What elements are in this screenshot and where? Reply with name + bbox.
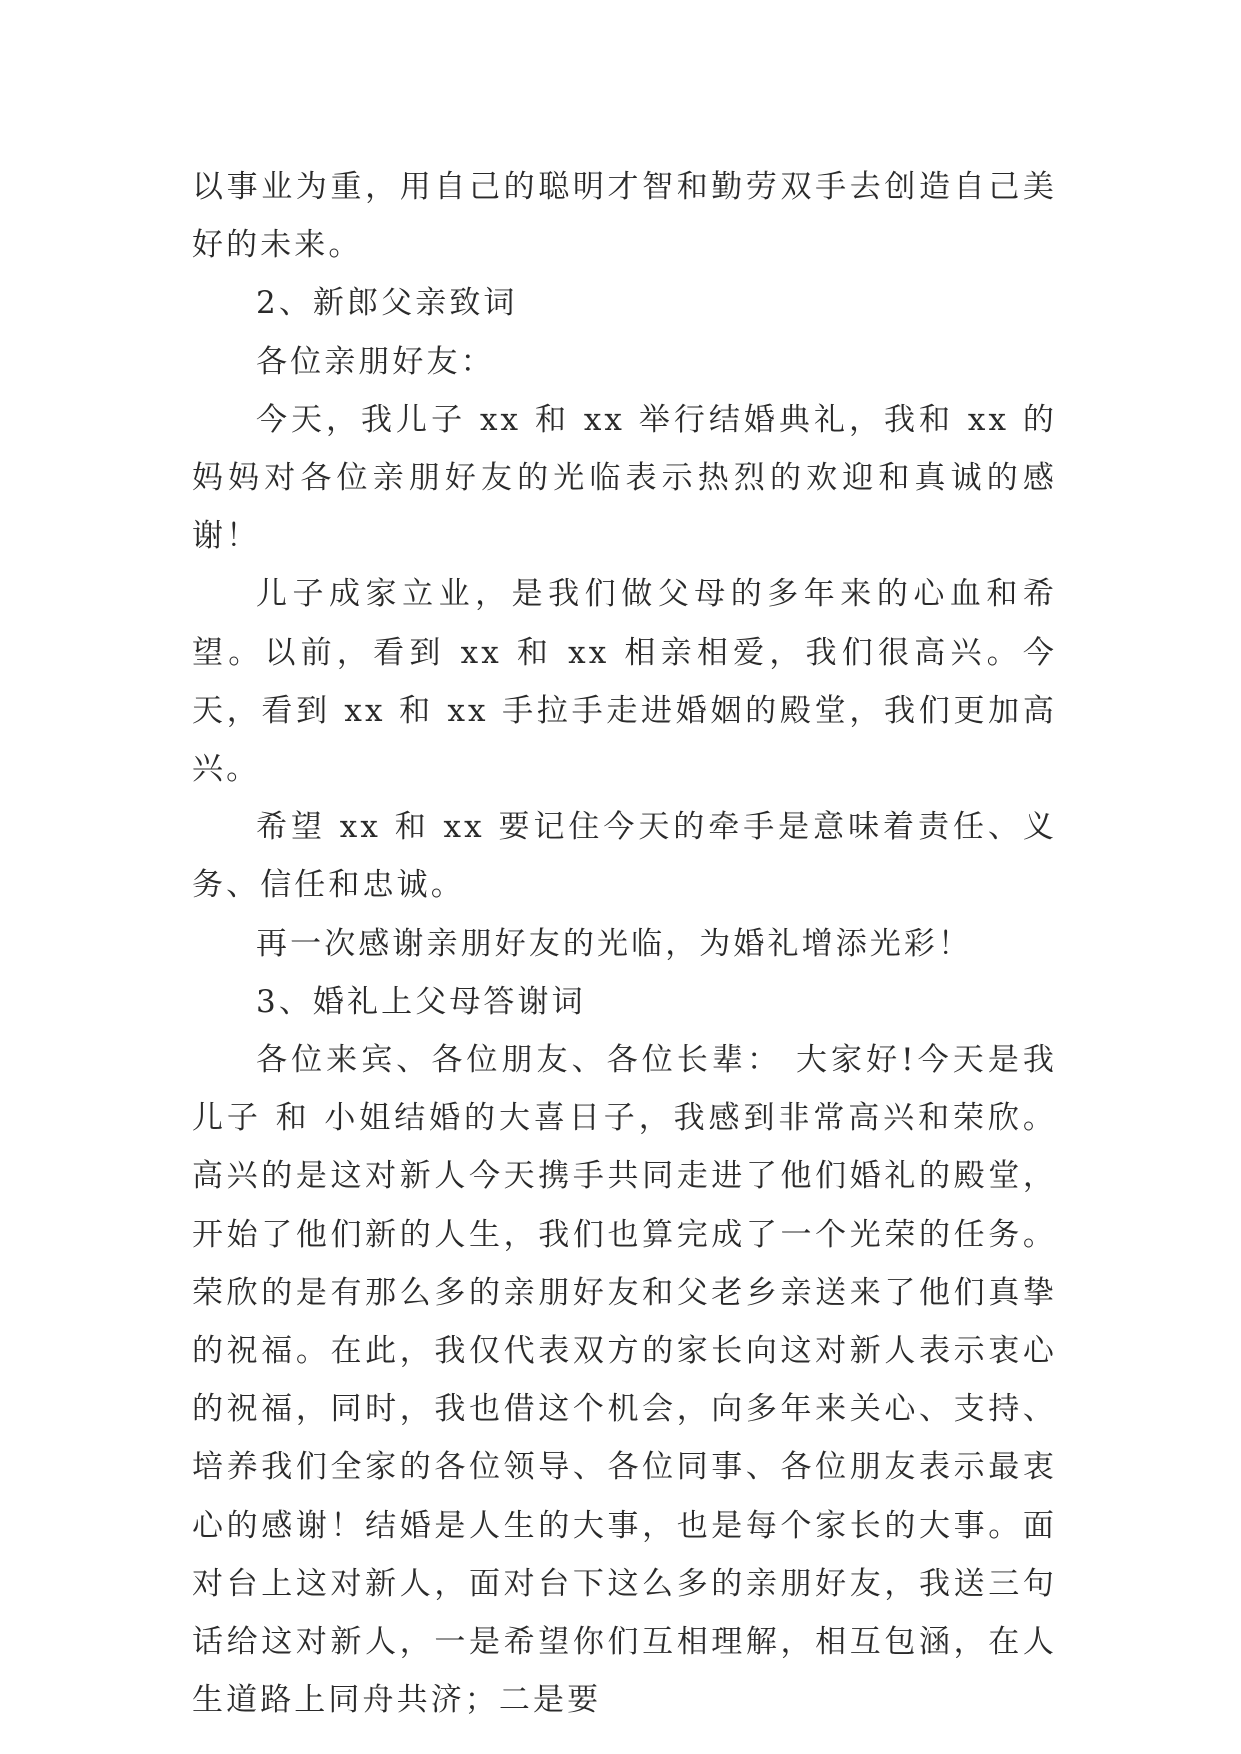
section-heading-groom-father: 2、新郎父亲致词	[256, 285, 518, 322]
document-body	[192, 158, 1057, 1729]
paragraph-continuation: 以事业为重，用自己的聪明才智和勤劳双手去创造自己美好的未来。	[192, 169, 1057, 264]
paragraph: 再一次感谢亲朋好友的光临，为婚礼增添光彩！	[256, 925, 973, 962]
paragraph: 各位来宾、各位朋友、各位长辈： 大家好!今天是我儿子 和 小姐结婚的大喜日子，我感到非常高兴和荣欣。高兴的是这对新人今天携手共同走进了他们婚礼的殿堂，开始了他们新的人生，我们也算完成了一个光荣的任务。荣欣的是有那么多的亲朋好友和父老乡亲送来了他们真挚的祝福。在此，我仅代表双方的家长向这对新人表示衷心的祝福，同时，我也借这个机会，向多年来关心、支持、培养我们全家的各位领导、各位同事、各位朋友表示最衷心的感谢！结婚是人生的大事，也是每个家长的大事。面对台上这对新人，面对台下这么多的亲朋好友，我送三句话给这对新人，一是希望你们互相理解，相互包涵，在人生道路上同舟共济；二是要	[192, 1042, 1057, 1719]
paragraph: 今天，我儿子 xx 和 xx 举行结婚典礼，我和 xx 的妈妈对各位亲朋好友的光临表示热烈的欢迎和真诚的感谢！	[192, 401, 1057, 555]
section-heading-parents-thanks: 3、婚礼上父母答谢词	[256, 983, 586, 1020]
paragraph: 希望 xx 和 xx 要记住今天的牵手是意味着责任、义务、信任和忠诚。	[192, 809, 1057, 904]
paragraph: 儿子成家立业，是我们做父母的多年来的心血和希望。以前，看到 xx 和 xx 相亲相爱，我们很高兴。今天，看到 xx 和 xx 手拉手走进婚姻的殿堂，我们更加高兴。	[192, 576, 1057, 788]
salutation: 各位亲朋好友：	[256, 343, 495, 380]
